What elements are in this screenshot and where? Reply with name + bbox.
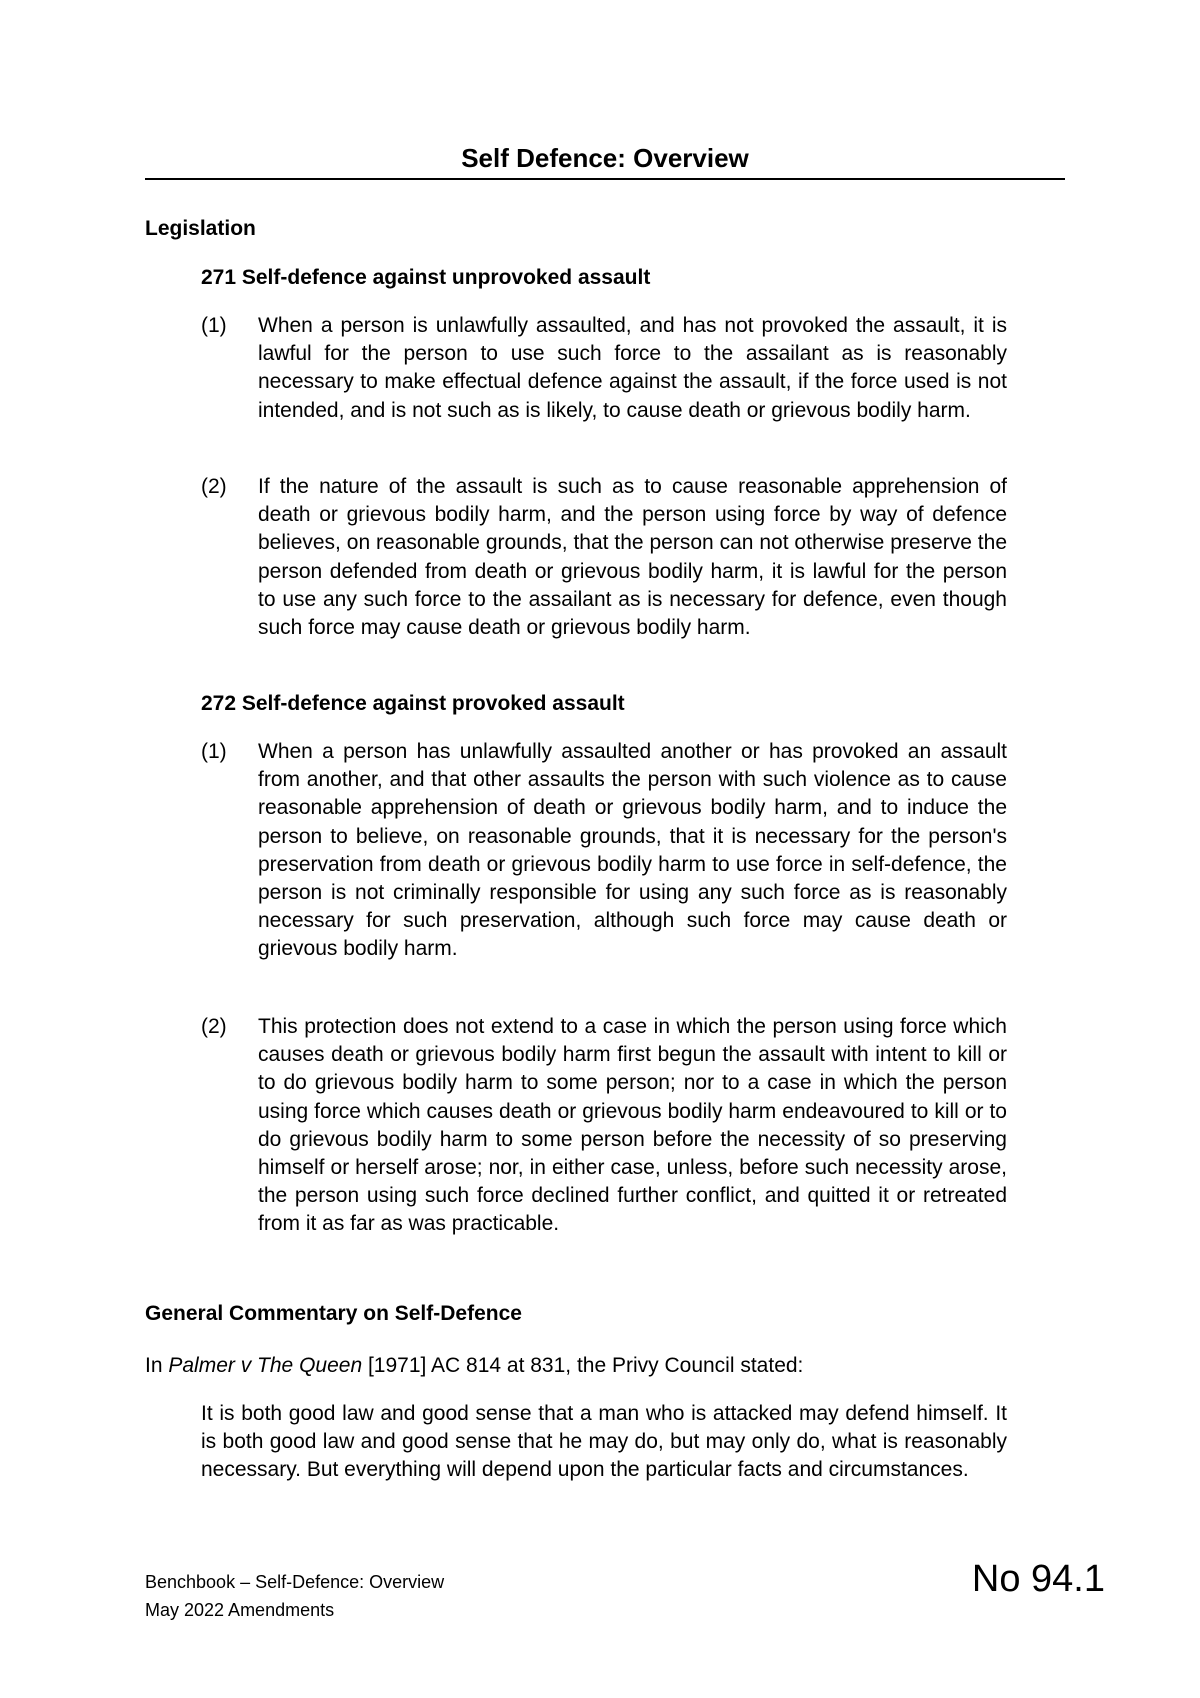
commentary-heading: General Commentary on Self-Defence xyxy=(145,1302,522,1325)
s271-sub2-text: If the nature of the assault is such as to cause reasonable apprehension of death or grievous bodily harm, and the person using force by way of defence believes, on reasonable grounds, that the person can not otherwise preserve the person defended from death or grievous bodily harm, it is lawful for the person to use any such force to the assailant as is necessary for defence, even though such force may cause death or grievous bodily harm. xyxy=(258,475,1007,640)
title-underline xyxy=(145,178,1065,180)
page-number: No 94.1 xyxy=(971,1558,1105,1600)
s272-sub1-number: (1) xyxy=(201,740,227,763)
section-271-heading: 271 Self-defence against unprovoked assault xyxy=(201,266,651,289)
palmer-quote: It is both good law and good sense that a man who is attacked may defend himself. It is both good law and good sense that he may do, but may only do, what is reasonably necessary. But everything will depend upon the particular facts and circumstances. xyxy=(201,1402,1007,1482)
intro-prefix: In xyxy=(145,1354,169,1377)
footer-benchbook-title: Benchbook – Self-Defence: Overview xyxy=(145,1572,445,1592)
s272-sub2-number: (2) xyxy=(201,1015,227,1038)
s271-sub1-text: When a person is unlawfully assaulted, and has not provoked the assault, it is lawful for the person to use such force to the assailant as is reasonably necessary to make effectual defence against the assault, if the force used is not intended, and is not such as is likely, to cause death or grievous bodily harm. xyxy=(258,314,1007,422)
s271-sub1-number: (1) xyxy=(201,314,227,337)
s271-sub2-number: (2) xyxy=(201,475,227,498)
section-272-heading: 272 Self-defence against provoked assault xyxy=(201,692,625,715)
page-title: Self Defence: Overview xyxy=(461,143,749,173)
footer-amendments: May 2022 Amendments xyxy=(145,1600,335,1620)
s272-sub1-text: When a person has unlawfully assaulted another or has provoked an assault from another, and that other assaults the person with such violence as to cause reasonable apprehension of death or grievous bodily harm, and to induce the person to believe, on reasonable grounds, that it is necessary for the person's preservation from death or grievous bodily harm to use force in self-defence, the person is not criminally responsible for using any such force as is reasonably necessary for such preservation, although such force may cause death or grievous bodily harm. xyxy=(258,740,1007,961)
intro-suffix: [1971] AC 814 at 831, the Privy Council stated: xyxy=(362,1354,804,1377)
commentary-intro xyxy=(145,1352,803,1380)
s272-sub2-text: This protection does not extend to a case in which the person using force which causes death or grievous bodily harm first begun the assault with intent to kill or to do grievous bodily harm to some person; nor to a case in which the person using force which causes death or grievous bodily harm endeavoured to kill or to do grievous bodily harm to some person before the necessity of so preserving himself or herself arose; nor, in either case, unless, before such necessity arose, the person using such force declined further conflict, and quitted it or retreated from it as far as was practicable. xyxy=(258,1015,1007,1236)
case-name: Palmer v The Queen xyxy=(168,1354,363,1377)
legislation-heading: Legislation xyxy=(145,217,256,240)
